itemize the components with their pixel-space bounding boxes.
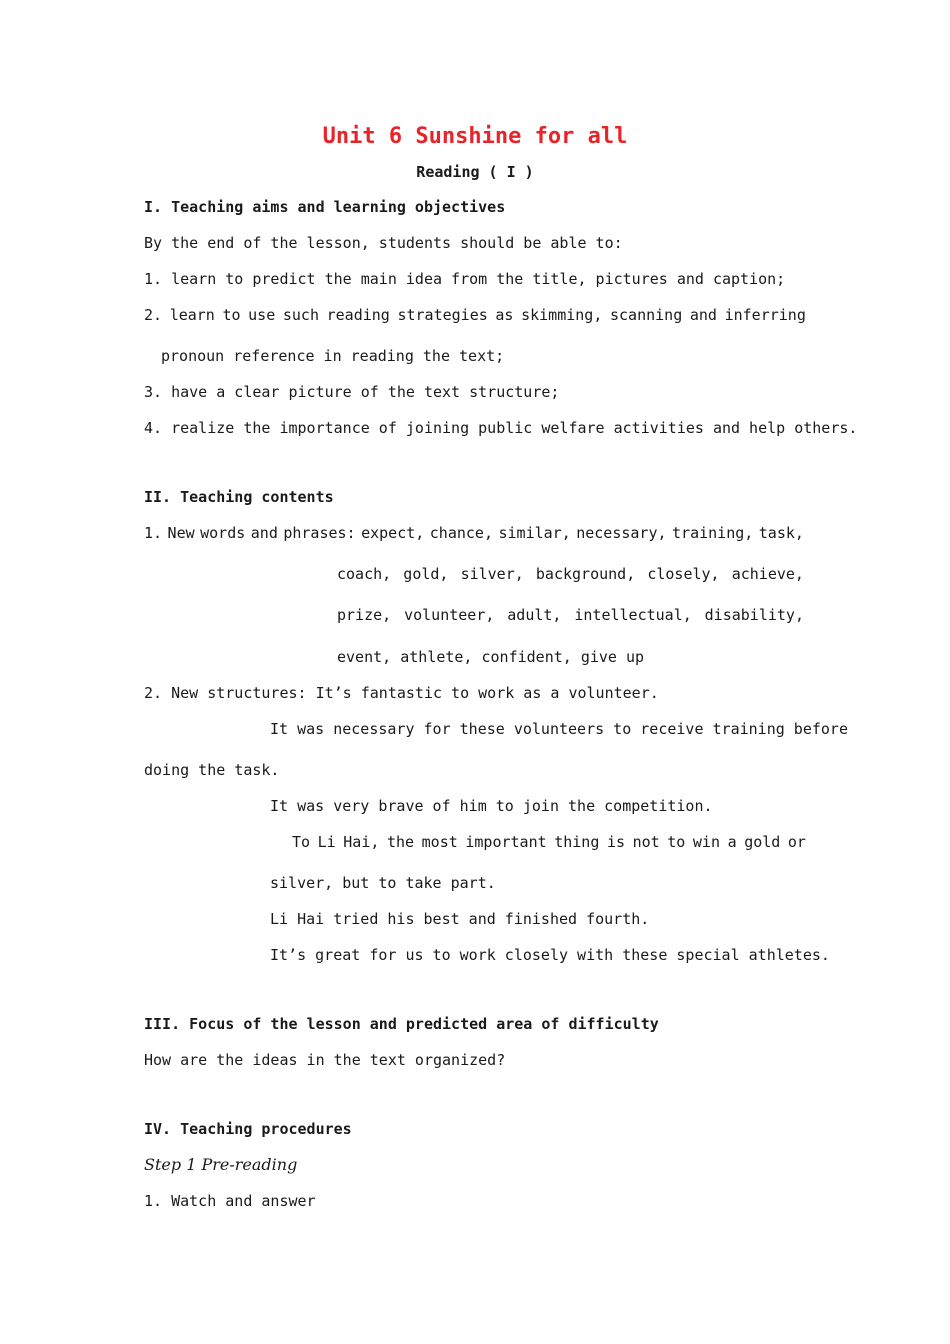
word: and [689, 306, 717, 324]
word: intellectual, [574, 606, 692, 624]
word: coach, [337, 565, 392, 583]
structure-2-continued: doing the task. [144, 761, 280, 779]
section-1-intro: By the end of the lesson, students should be able to: [144, 234, 623, 252]
word: win [692, 833, 720, 851]
word: not [632, 833, 660, 851]
word: Hai, [343, 833, 380, 851]
word: prize, [337, 606, 392, 624]
section-1-heading: I. Teaching aims and learning objectives [144, 198, 506, 216]
structure-2: It was necessary for these volunteers to receive training before [270, 720, 848, 738]
objective-4: 4. realize the importance of joining public welfare activities and help others. [144, 419, 858, 437]
word: such [282, 306, 319, 324]
word: 2. [144, 306, 163, 324]
word: or [787, 833, 806, 851]
new-words-line-4: event, athlete, confident, give up [337, 648, 645, 666]
new-words-line-3 [337, 605, 804, 625]
word: gold, [403, 565, 449, 583]
section-2-heading: II. Teaching contents [144, 488, 334, 506]
word: training, [672, 524, 754, 542]
word: to [667, 833, 686, 851]
word: Li [317, 833, 336, 851]
word: inferring [724, 306, 806, 324]
objective-1: 1. learn to predict the main idea from the title, pictures and caption; [144, 270, 786, 288]
structure-6: It’s great for us to work closely with these special athletes. [270, 946, 830, 964]
word: disability, [704, 606, 804, 624]
word: background, [535, 565, 636, 583]
page-subtitle: Reading ( I ) [416, 163, 534, 181]
word: 1. [144, 524, 163, 542]
word: the [386, 833, 415, 851]
objective-2 [144, 305, 806, 325]
word: is [606, 833, 626, 851]
page-title: Unit 6 Sunshine for all [322, 124, 628, 149]
word: to [222, 306, 241, 324]
structure-5: Li Hai tried his best and finished fourth. [270, 910, 650, 928]
section-3-heading: III. Focus of the lesson and predicted area of difficulty [144, 1015, 659, 1033]
structure-3: It was very brave of him to join the competition. [270, 797, 713, 815]
word: a [727, 833, 737, 851]
step-1-item-1: 1. Watch and answer [144, 1192, 316, 1210]
word: skimming, [521, 306, 603, 324]
structure-4 [292, 832, 806, 852]
word: expect, [361, 524, 425, 542]
objective-3: 3. have a clear picture of the text structure; [144, 383, 560, 401]
word: most [421, 833, 458, 851]
word: silver, [460, 565, 524, 583]
word: phrases: [283, 524, 356, 542]
step-1-label: Step 1 Pre-reading [144, 1155, 298, 1174]
structure-1: 2. New structures: It’s fantastic to work as a volunteer. [144, 684, 659, 702]
word: To [292, 833, 311, 851]
new-words-line-2 [337, 564, 804, 584]
word: gold [744, 833, 781, 851]
word: words [200, 524, 246, 542]
word: learn [169, 306, 215, 324]
word: volunteer, [404, 606, 495, 624]
word: adult, [507, 606, 562, 624]
word: achieve, [731, 565, 804, 583]
word: strategies [397, 306, 488, 324]
structure-4-continued: silver, but to take part. [270, 874, 496, 892]
word: as [495, 306, 514, 324]
word: similar, [498, 524, 571, 542]
word: reading [326, 306, 390, 324]
word: scanning [610, 306, 683, 324]
objective-2-continued: pronoun reference in reading the text; [161, 347, 505, 365]
word: thing [554, 833, 600, 851]
word: important [465, 833, 547, 851]
word: task, [758, 524, 804, 542]
word: chance, [429, 524, 493, 542]
word: New [167, 524, 195, 542]
new-words-line-1 [144, 523, 804, 543]
word: necessary, [576, 524, 667, 542]
word: use [248, 306, 276, 324]
section-4-heading: IV. Teaching procedures [144, 1120, 352, 1138]
word: and [250, 524, 278, 542]
section-3-text: How are the ideas in the text organized? [144, 1051, 506, 1069]
word: closely, [647, 565, 720, 583]
